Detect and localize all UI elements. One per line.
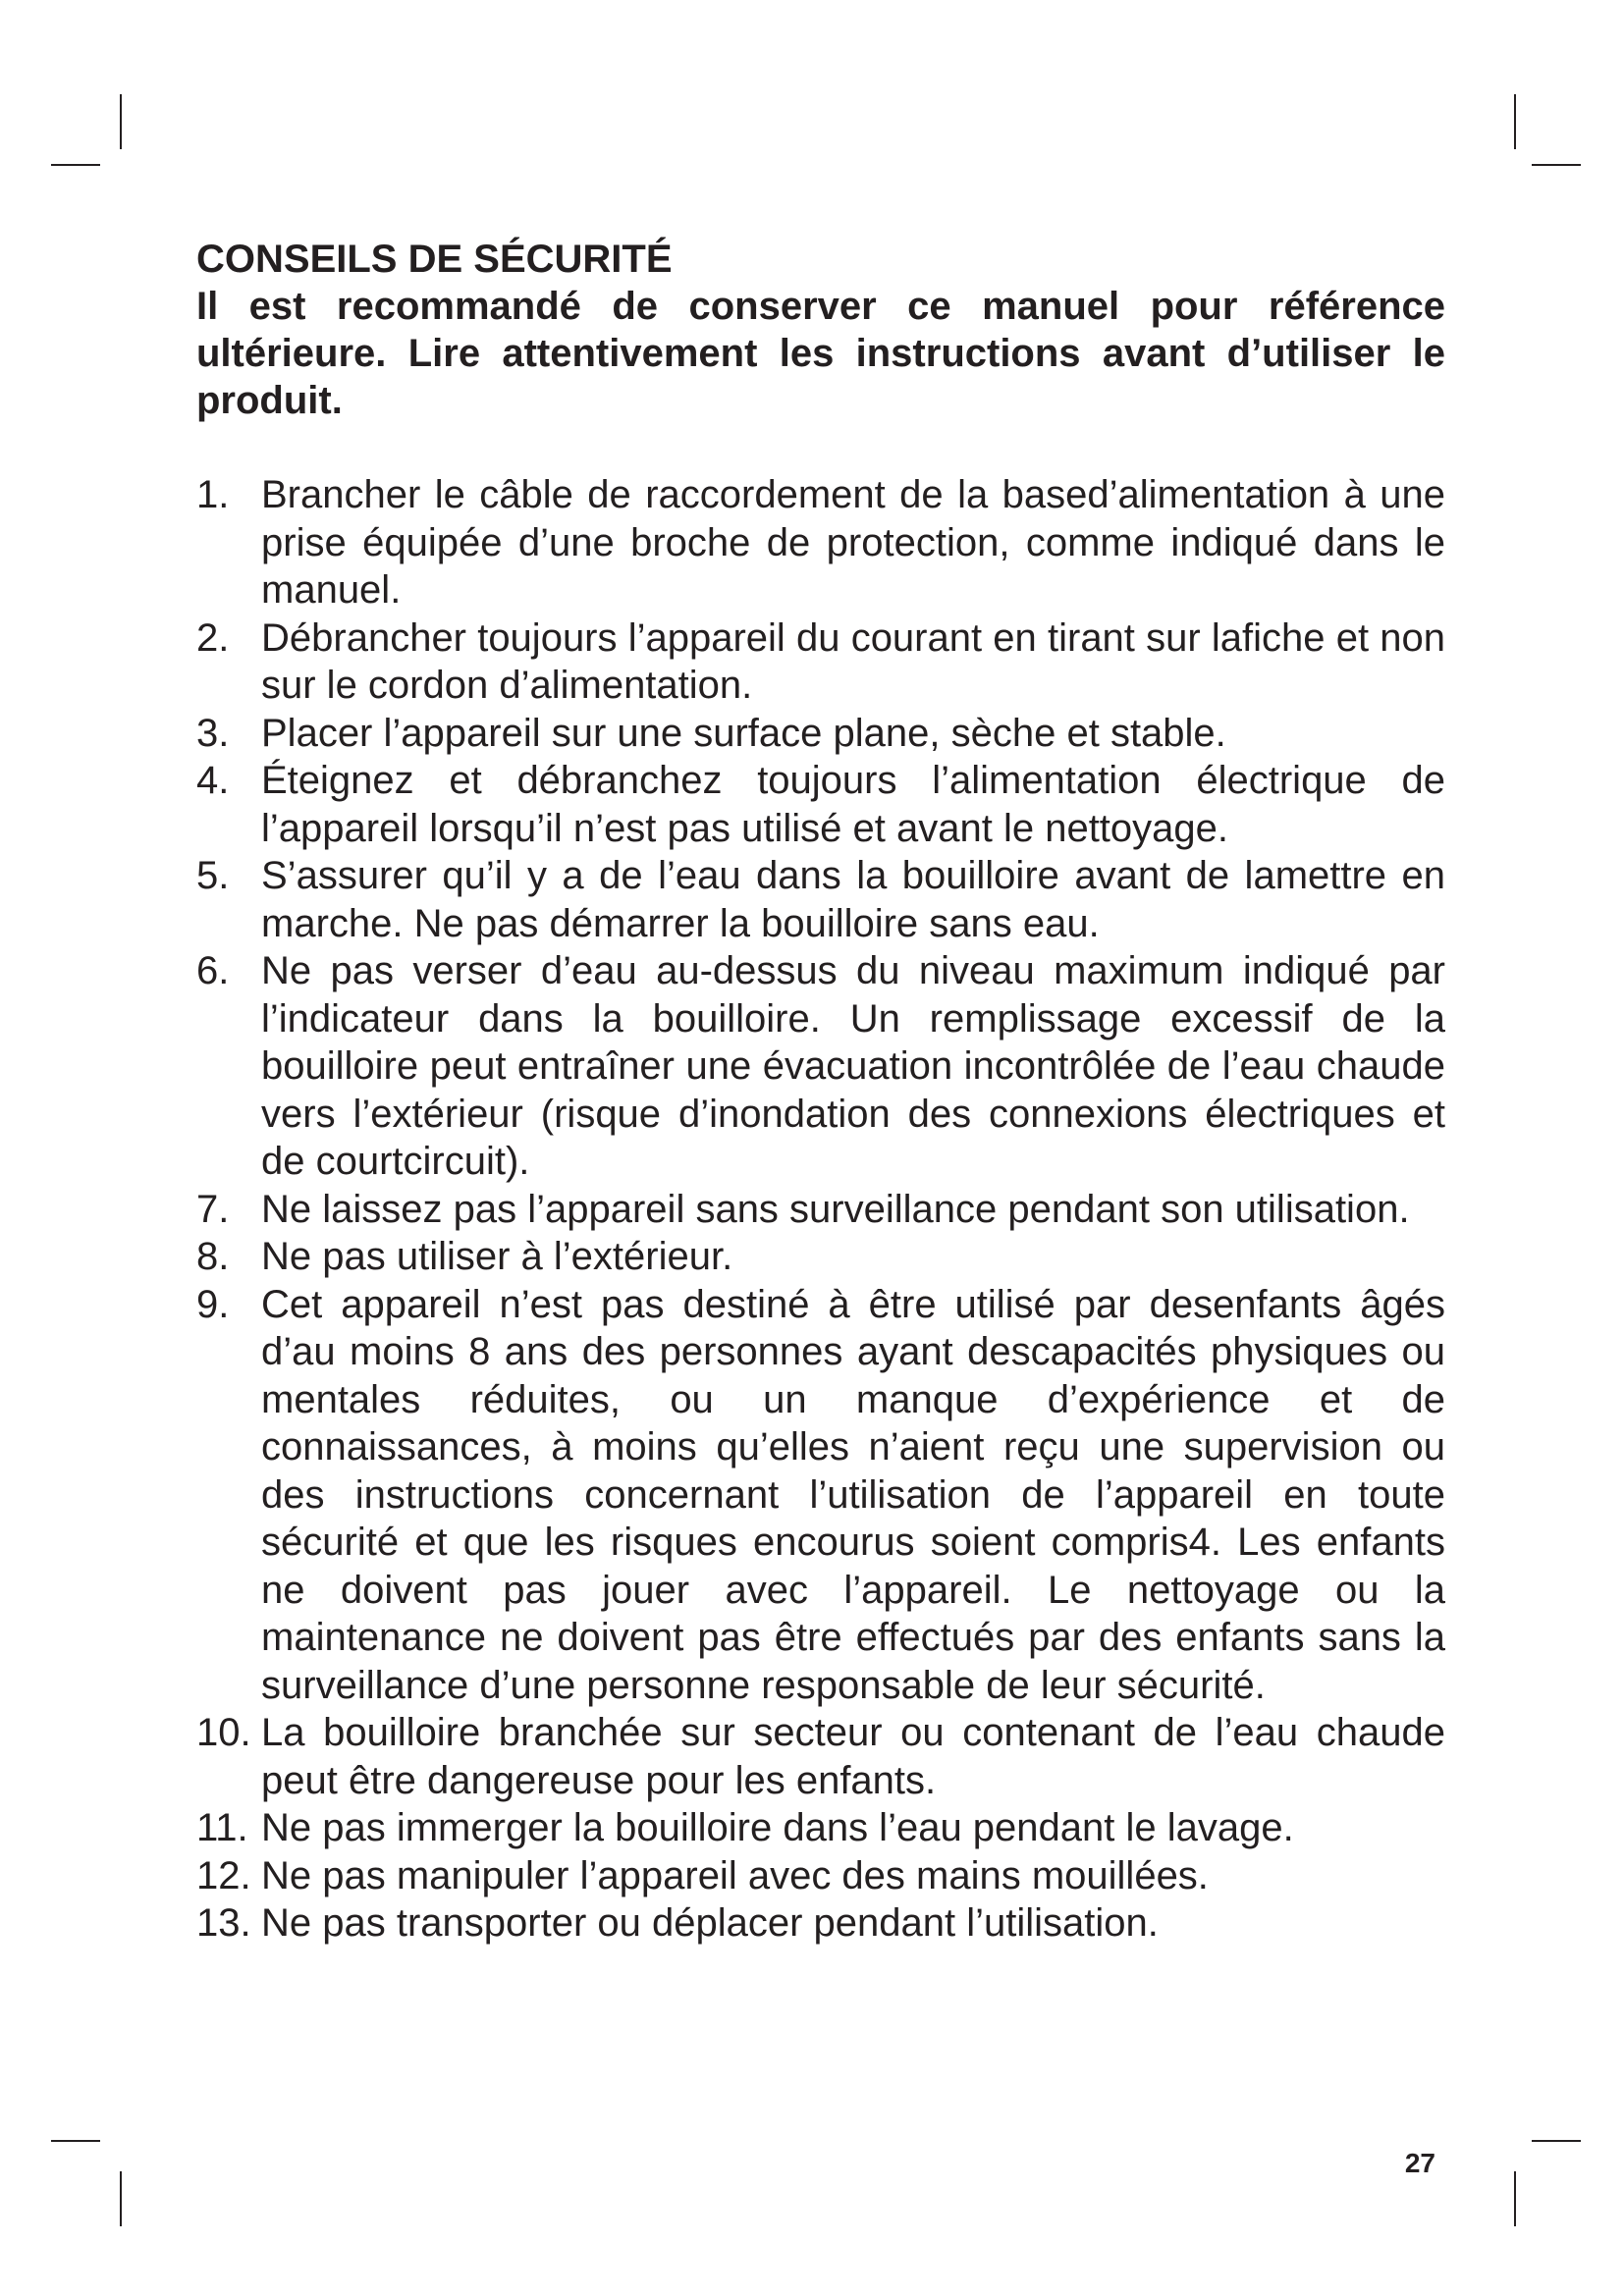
crop-mark-bottom-right-vertical <box>1514 2171 1516 2226</box>
list-item <box>196 614 1445 710</box>
crop-mark-bottom-left-vertical <box>120 2171 122 2226</box>
list-item <box>196 1281 1445 1710</box>
item-text: Ne pas transporter ou déplacer pendant l’utilisation. <box>261 1901 1159 1945</box>
crop-mark-top-right-horizontal <box>1532 164 1581 166</box>
item-number: 13. <box>196 1901 251 1945</box>
item-number: 11. <box>196 1806 248 1849</box>
page-content <box>196 236 1445 1948</box>
crop-mark-top-right-vertical <box>1514 94 1516 149</box>
item-number: 9. <box>196 1282 230 1326</box>
item-number: 6. <box>196 949 230 992</box>
item-text: Ne laissez pas l’appareil sans surveillance pendant son utilisation. <box>261 1187 1410 1231</box>
page-number: 27 <box>1404 2148 1435 2178</box>
item-text: Débrancher toujours l’appareil du courant en tirant sur lafiche et non sur le cordon d’alimentation. <box>261 615 1445 707</box>
item-number: 1. <box>196 473 230 516</box>
item-text: Ne pas manipuler l’appareil avec des mains mouillées. <box>261 1853 1209 1897</box>
item-text: La bouilloire branchée sur secteur ou contenant de l’eau chaude peut être dangereuse pour les enfants. <box>261 1711 1445 1802</box>
list-item <box>196 947 1445 1186</box>
crop-mark-top-left-vertical <box>120 94 122 149</box>
list-item <box>196 1233 1445 1281</box>
item-text: Ne pas immerger la bouilloire dans l’eau pendant le lavage. <box>261 1806 1294 1849</box>
list-item <box>196 471 1445 614</box>
item-text: Placer l’appareil sur une surface plane, sèche et stable. <box>261 711 1226 755</box>
list-item <box>196 1899 1445 1948</box>
item-text: Brancher le câble de raccordement de la based’alimentation à une prise équipée d’une broche de protection, comme indiqué dans le manuel. <box>261 473 1445 612</box>
safety-list <box>196 471 1445 1948</box>
list-item <box>196 852 1445 947</box>
crop-mark-top-left-horizontal <box>51 164 100 166</box>
page-title: CONSEILS DE SÉCURITÉ <box>196 238 673 281</box>
list-item <box>196 1709 1445 1804</box>
item-text: Ne pas utiliser à l’extérieur. <box>261 1235 733 1278</box>
crop-mark-bottom-right-horizontal <box>1532 2140 1581 2142</box>
item-number: 3. <box>196 711 230 755</box>
crop-mark-bottom-left-horizontal <box>51 2140 100 2142</box>
item-number: 2. <box>196 615 230 660</box>
item-text: Cet appareil n’est pas destiné à être utilisé par desenfants âgés d’au moins 8 ans des personnes ayant descapacités physiques ou mentales réduites, ou un manque d’expérience et de connaissances, à moins qu’elles n’aient reçu une supervision ou des instructions concernant l’utilisation de l’appareil en toute sécurité et que les risques encourus soient compris4. Les enfants ne doivent pas jouer avec l’appareil. Le nettoyage ou la maintenance ne doivent pas être effectués par des enfants sans la surveillance d’une personne responsable de leur sécurité. <box>261 1282 1445 1707</box>
list-item <box>196 710 1445 758</box>
item-text: Ne pas verser d’eau au-dessus du niveau maximum indiqué par l’indicateur dans la bouilloire. Un remplissage excessif de la bouilloire peut entraîner une évacuation incontrôlée de l’eau chaude vers l’extérieur (risque d’inondation des connexions électriques et de courtcircuit). <box>261 949 1445 1183</box>
item-number: 10. <box>196 1711 251 1754</box>
list-item <box>196 1804 1445 1852</box>
item-number: 7. <box>196 1187 230 1231</box>
item-text: Éteignez et débranchez toujours l’alimentation électrique de l’appareil lorsqu’il n’est pas utilisé et avant le nettoyage. <box>261 759 1445 850</box>
item-text: S’assurer qu’il y a de l’eau dans la bouilloire avant de lamettre en marche. Ne pas démarrer la bouilloire sans eau. <box>261 854 1445 945</box>
list-item <box>196 757 1445 852</box>
item-number: 12. <box>196 1853 251 1897</box>
item-number: 4. <box>196 759 230 802</box>
item-number: 5. <box>196 854 230 897</box>
list-item <box>196 1186 1445 1234</box>
intro-paragraph: Il est recommandé de conserver ce manuel pour référence ultérieure. Lire attentivement les instructions avant d’utiliser le produit. <box>196 285 1445 422</box>
item-number: 8. <box>196 1235 230 1278</box>
list-item <box>196 1852 1445 1900</box>
